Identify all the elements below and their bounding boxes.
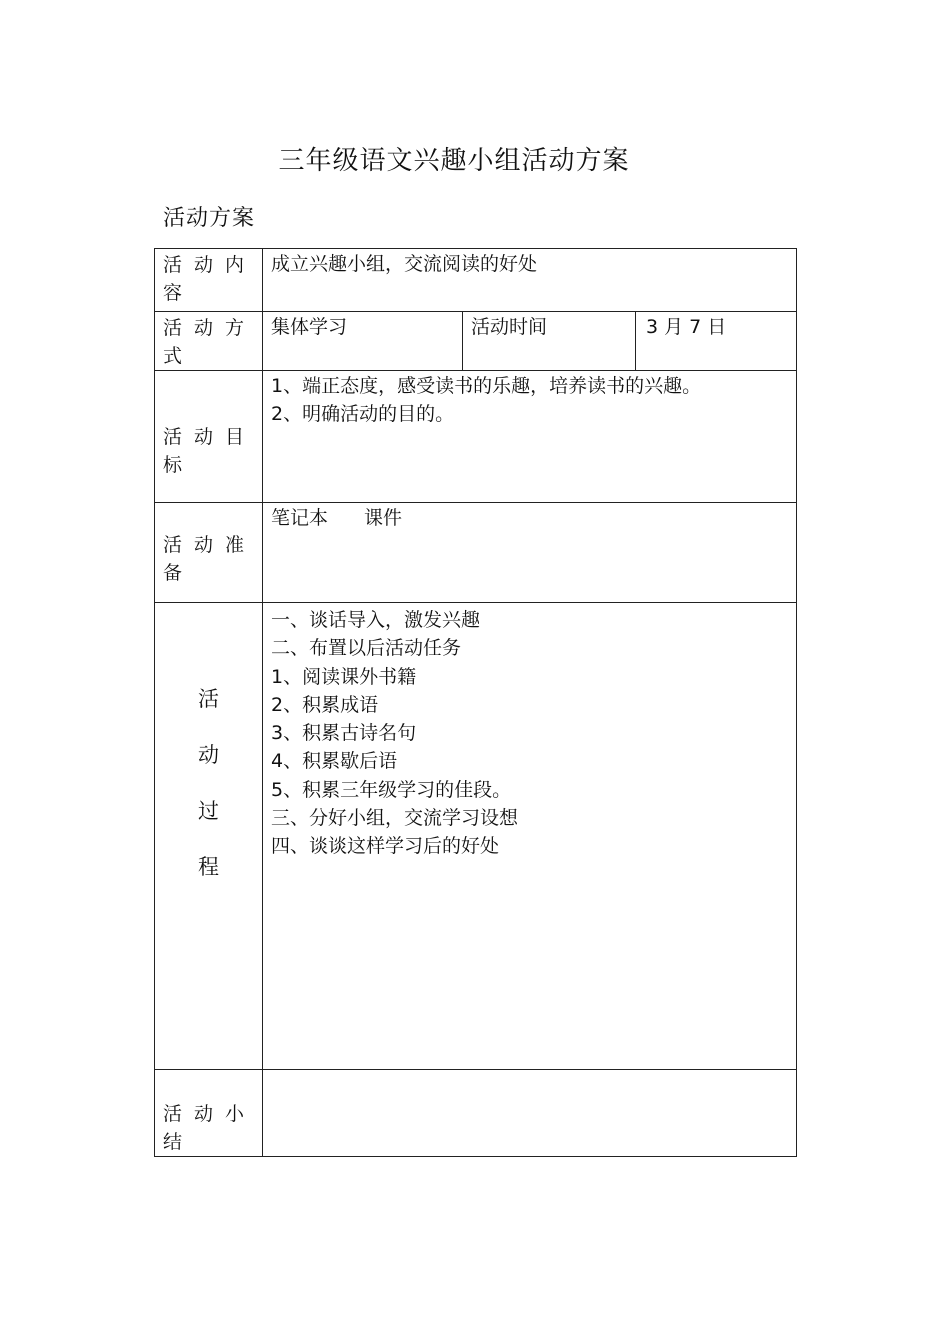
activity-method-value: 集体学习: [271, 316, 348, 338]
activity-goals-label: 活动目标: [163, 426, 250, 476]
activity-method-label: 活动方式: [163, 317, 250, 367]
activity-summary-label: 活动小结: [163, 1103, 250, 1153]
process-line: 1、阅读课外书籍: [271, 665, 417, 688]
row-activity-goals: [155, 371, 797, 503]
label-cell: [155, 371, 263, 503]
value-cell: [263, 312, 463, 371]
activity-summary-value: [263, 1070, 796, 1071]
process-line: 一、谈话导入，激发兴趣: [271, 609, 481, 631]
activity-preparation-value: [263, 503, 796, 532]
activity-preparation-label: 活动准备: [163, 534, 250, 584]
value-cell: [263, 249, 797, 312]
activity-process-list: [263, 603, 796, 861]
row-activity-preparation: [155, 503, 797, 603]
process-line: 四、谈谈这样学习后的好处: [271, 835, 500, 858]
row-activity-content: [155, 249, 797, 312]
activity-time-label: 活动时间: [471, 316, 548, 338]
label-cell: [155, 312, 263, 371]
process-label-char: 程: [198, 855, 219, 879]
preparation-item: 课件: [364, 507, 403, 529]
value-cell: [263, 371, 797, 503]
process-label-char: 过: [198, 799, 219, 823]
section-heading: 活动方案: [163, 206, 256, 231]
preparation-item: 笔记本: [271, 507, 329, 529]
process-line: 4、积累歇后语: [271, 750, 398, 773]
process-line: 3、积累古诗名句: [271, 722, 417, 745]
process-line: 2、积累成语: [271, 693, 379, 716]
process-line: 二、布置以后活动任务: [271, 637, 462, 660]
label-cell: [155, 603, 263, 1070]
process-label-char: 活: [198, 687, 219, 711]
value-cell: [636, 312, 797, 371]
value-cell: [263, 603, 797, 1070]
activity-goals-list: [263, 371, 796, 428]
process-line: 三、分好小组，交流学习设想: [271, 807, 519, 830]
value-cell: [263, 1070, 797, 1157]
row-activity-method: [155, 312, 797, 371]
label-cell: [155, 1070, 263, 1157]
process-line: 5、积累三年级学习的佳段。: [271, 778, 512, 801]
row-activity-summary: [155, 1070, 797, 1157]
goal-line: 2、明确活动的目的。: [271, 403, 455, 425]
goal-line: 1、端正态度，感受读书的乐趣，培养读书的兴趣。: [271, 375, 702, 397]
activity-time-value: 3 月 7 日: [646, 316, 727, 338]
label-cell: [463, 312, 636, 371]
label-cell: [155, 249, 263, 312]
activity-process-label: [155, 603, 262, 895]
activity-content-label: 活动内容: [163, 254, 250, 304]
row-activity-process: [155, 603, 797, 1070]
value-cell: [263, 503, 797, 603]
activity-plan-table: [154, 248, 797, 1157]
document-title: 三年级语文兴趣小组活动方案: [278, 146, 630, 176]
label-cell: [155, 503, 263, 603]
process-label-char: 动: [198, 743, 219, 767]
activity-content-value: 成立兴趣小组，交流阅读的好处: [271, 253, 538, 275]
